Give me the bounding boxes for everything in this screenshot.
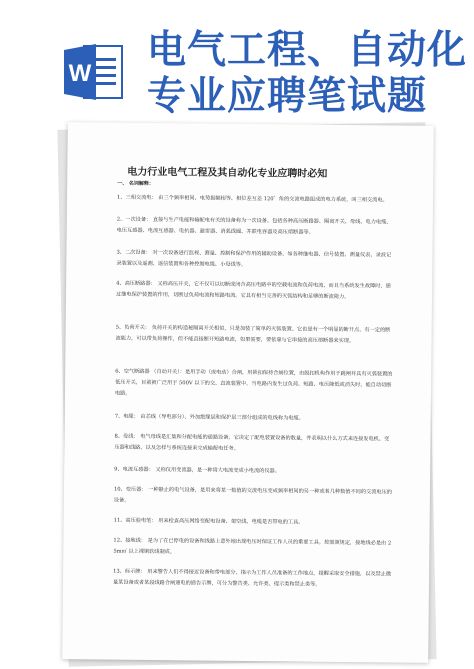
- paragraph-5: 5、负荷开关： 负荷开关的构造秘隔离开关相似，只是加装了简单的灭弧装置。它也是有一个明显的断开点，有一定的断流能力，可以带负荷操作，但不能直接断开短路电流，如果需要，要依靠与它串接的高压熔断器来实现。: [115, 324, 391, 345]
- paragraph-11: 11、高压验电笔： 用来检查高压网络变配电设备、架空线、电缆是否带电的工具。: [113, 517, 304, 526]
- paragraph-7: 7、电缆： 由芯线（导电部分）、外加绝缘层和保护层三部分组成的电线称为电缆。: [114, 413, 304, 422]
- word-icon-letter: W: [68, 60, 92, 87]
- header-banner: [0, 0, 474, 120]
- document-page: [62, 122, 434, 663]
- section-heading: 一、 名词解释：: [117, 180, 154, 188]
- banner-title-line1: 电气工程、自动化: [147, 28, 468, 73]
- paragraph-2: 2、一次设备： 直接与生产电能和输配电有关的设备称为一次设备。包括各种高压断路器、隔离开关、母线、电力电缆、电压互感器、电流互感器、电抗器、避雷器、消弧线圈、并联电容器及高压熔断器等。: [116, 216, 392, 236]
- paragraph-4: 4、高压断路器： 又称高压开关，它不仅可以切断或闭合高压电路中的空载电流和负荷电流，而且当系统发生故障时，通过继电保护装置的作用，切断过负荷电流和短路电流。它具有相当完善的灭弧结构和足够的断流能力。: [115, 280, 391, 301]
- paragraph-3: 3、二次设备： 对一次设备进行监视、测量、控制和保护作用的辅助设备。如各种继电器、信号装置、测量仪表、录波记录装置以及遥测、遥信装置和各种控制电缆、小母线等。: [116, 249, 392, 268]
- paragraph-1: 1、三相交流电： 由三个频率相同、电势振幅相等、相位差互差 120゜角的交流电路组成的电力系统，叫三相交流电。: [117, 194, 388, 204]
- paragraph-12: 12、接地线： 是为了在已停电的设备和线路上意外地出现电压时保证工作人员的重要工具。按部颁规定，接地线必是由 25m㎡ 以上裸铜软线制成。: [113, 537, 392, 556]
- paragraph-6: 6、空气断路器 （自动开关）：是用手动（或电动）合闸，用锁扣保持合闸位置，由脱扣机构作用于跳闸并具有灭弧装置的低压开关，目前被广泛用于 500V 以下的交、直流装置中，当电路内发生过负荷、短路、电压降低或消失时，能自动切断电路。: [114, 368, 393, 397]
- document-title: 电力行业电气工程及其自动化专业应聘时必知: [127, 166, 328, 180]
- paragraph-9: 9、电流互感器： 又称仪用变流器，是一种将大电流变成小电流的仪器。: [114, 466, 280, 475]
- banner-title: [147, 28, 467, 120]
- paragraph-10: 10、变压器： 一种静止的电气设备，是用来将某一数值的交流电压变成频率相同的另一种或者几种数值不同的交流电压的设备。: [113, 486, 393, 504]
- word-document-icon: [62, 40, 126, 104]
- paragraph-13: 13、标示牌： 用来警告人们不得接近设备和带电部分，指示为工作人员准备的工作地点，提醒采取安全措施，以及禁止微量某设备或者某段线路合闸通电的通告示牌，可分为警告类、允许类、提示类和禁止类等。: [112, 568, 392, 588]
- banner-title-line2: 专业应聘笔试题: [147, 74, 428, 119]
- paragraph-8: 8、母线： 电气母线是汇集和分配电能的通路设备，它决定了配电装置设备的数量，并表明以什么方式来连接发电机、变压器和线路，以及怎样与系统连接来完成输配电任务。: [114, 433, 390, 452]
